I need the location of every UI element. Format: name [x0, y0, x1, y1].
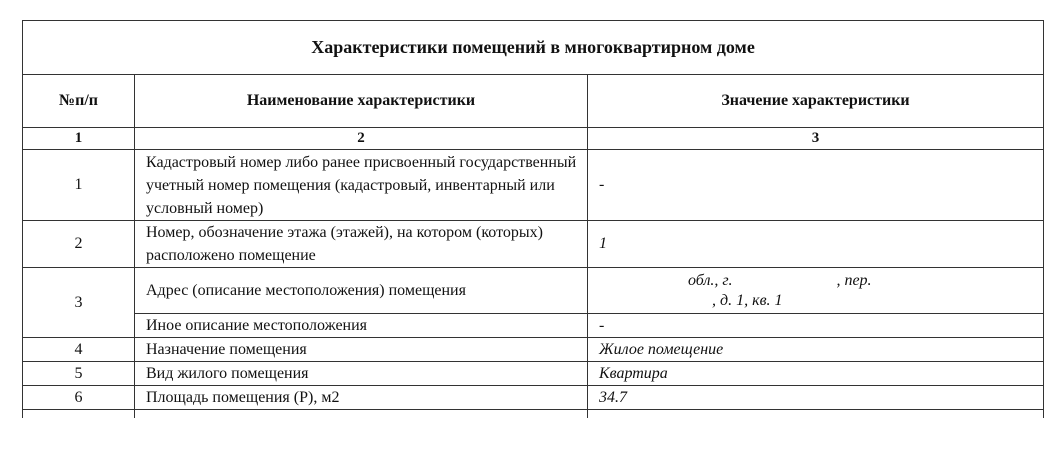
header-value: Значение характеристики [588, 75, 1044, 128]
row-index: 2 [23, 221, 135, 268]
continuation-cell [135, 410, 588, 419]
row-value: Жилое помещение [588, 338, 1044, 362]
address-line-2: , д. 1, кв. 1 [688, 291, 783, 309]
column-number: 1 [23, 128, 135, 150]
row-name: Иное описание местоположения [135, 314, 588, 338]
row-name: Назначение помещения [135, 338, 588, 362]
table-row [23, 314, 1044, 338]
row-index: 1 [23, 150, 135, 221]
characteristics-table [22, 20, 1044, 418]
row-name: Номер, обозначение этажа (этажей), на котором (которых) расположено помещение [135, 221, 588, 268]
row-value: 1 [588, 221, 1044, 268]
table-row [23, 221, 1044, 268]
table-title: Характеристики помещений в многоквартирном доме [23, 21, 1044, 75]
continuation-cell [588, 410, 1044, 419]
row-value-address [588, 268, 1044, 314]
header-name: Наименование характеристики [135, 75, 588, 128]
table-row [23, 150, 1044, 221]
column-number-row [23, 128, 1044, 150]
column-number: 3 [588, 128, 1044, 150]
row-value: - [588, 314, 1044, 338]
table-row [23, 268, 1044, 314]
table-row [23, 338, 1044, 362]
row-name: Площадь помещения (P), м2 [135, 386, 588, 410]
row-value: - [588, 150, 1044, 221]
row-index: 5 [23, 362, 135, 386]
row-index: 3 [23, 268, 135, 338]
table-row [23, 386, 1044, 410]
continuation-cell [23, 410, 135, 419]
row-name: Кадастровый номер либо ранее присвоенный государственный учетный номер помещения (кадастровый, инвентарный или условный номер) [135, 150, 588, 221]
header-number: №п/п [23, 75, 135, 128]
row-value: Квартира [588, 362, 1044, 386]
address-line-1: обл., г. , пер. [688, 271, 872, 289]
table-continuation [23, 410, 1044, 419]
row-value: 34.7 [588, 386, 1044, 410]
row-index: 4 [23, 338, 135, 362]
row-name: Адрес (описание местоположения) помещения [135, 268, 588, 314]
column-number: 2 [135, 128, 588, 150]
row-index: 6 [23, 386, 135, 410]
table-row [23, 362, 1044, 386]
row-name: Вид жилого помещения [135, 362, 588, 386]
